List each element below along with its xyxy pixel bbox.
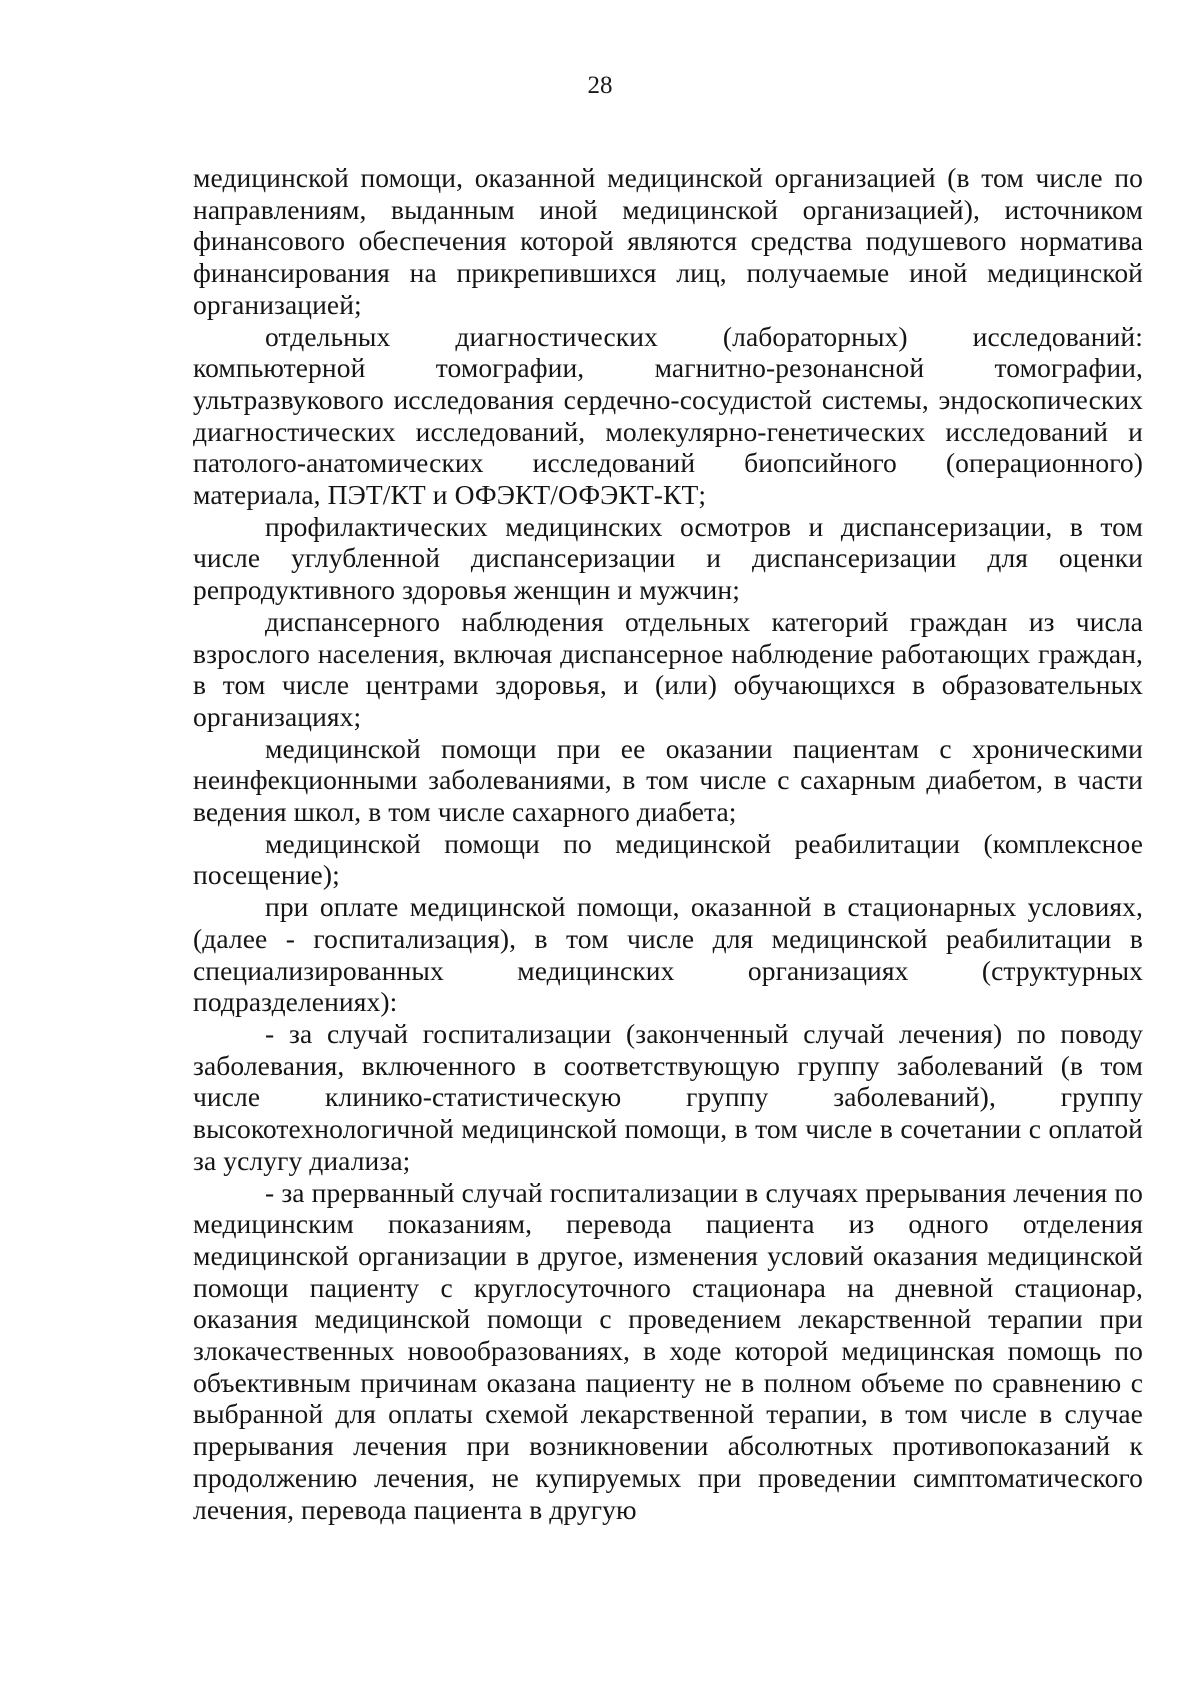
- page-number: 28: [587, 72, 613, 99]
- paragraph: профилактических медицинских осмотров и диспансеризации, в том числе углубленной диспансеризации и диспансеризации для оценки репродуктивного здоровья женщин и мужчин;: [193, 510, 1143, 606]
- paragraph: - за прерванный случай госпитализации в случаях прерывания лечения по медицинским показаниям, перевода пациента из одного отделения медицинской организации в другое, изменения условий оказания медицинской помощи пациенту с круглосуточного стационара на дневной стационар, оказания медицинской помощи с проведением лекарственной терапии при злокачественных новообразованиях, в ходе которой медицинская помощь по объективным причинам оказана пациенту не в полном объеме по сравнению с выбранной для оплаты схемой лекарственной терапии, в том числе в случае прерывания лечения при возникновении абсолютных противопоказаний к продолжению лечения, не купируемых при проведении симптоматического лечения, перевода пациента в другую: [193, 1176, 1143, 1525]
- document-body: [193, 162, 1143, 1525]
- paragraph: медицинской помощи при ее оказании пациентам с хроническими неинфекционными заболеваниями, в том числе с сахарным диабетом, в части ведения школ, в том числе сахарного диабета;: [193, 732, 1143, 828]
- paragraph: диспансерного наблюдения отдельных категорий граждан из числа взрослого населения, включая диспансерное наблюдение работающих граждан, в том числе центрами здоровья, и (или) обучающихся в образовательных организациях;: [193, 605, 1143, 732]
- paragraph: медицинской помощи по медицинской реабилитации (комплексное посещение);: [193, 827, 1143, 891]
- paragraph: отдельных диагностических (лабораторных) исследований: компьютерной томографии, магнитно-резонансной томографии, ультразвукового исследования сердечно-сосудистой системы, эндоскопических диагностических исследований, молекулярно-генетических исследований и патолого-анатомических исследований биопсийного (операционного) материала, ПЭТ/КТ и ОФЭКТ/ОФЭКТ-КТ;: [193, 320, 1143, 511]
- paragraph: при оплате медицинской помощи, оказанной в стационарных условиях, (далее - госпитализация), в том числе для медицинской реабилитации в специализированных медицинских организациях (структурных подразделениях):: [193, 891, 1143, 1018]
- paragraph: - за случай госпитализации (законченный случай лечения) по поводу заболевания, включенного в соответствующую группу заболеваний (в том числе клинико-статистическую группу заболеваний), группу высокотехнологичной медицинской помощи, в том числе в сочетании с оплатой за услугу диализа;: [193, 1017, 1143, 1176]
- paragraph-continuation: медицинской помощи, оказанной медицинской организацией (в том числе по направлениям, выданным иной медицинской организацией), источником финансового обеспечения которой являются средства подушевого норматива финансирования на прикрепившихся лиц, получаемые иной медицинской организацией;: [193, 162, 1143, 320]
